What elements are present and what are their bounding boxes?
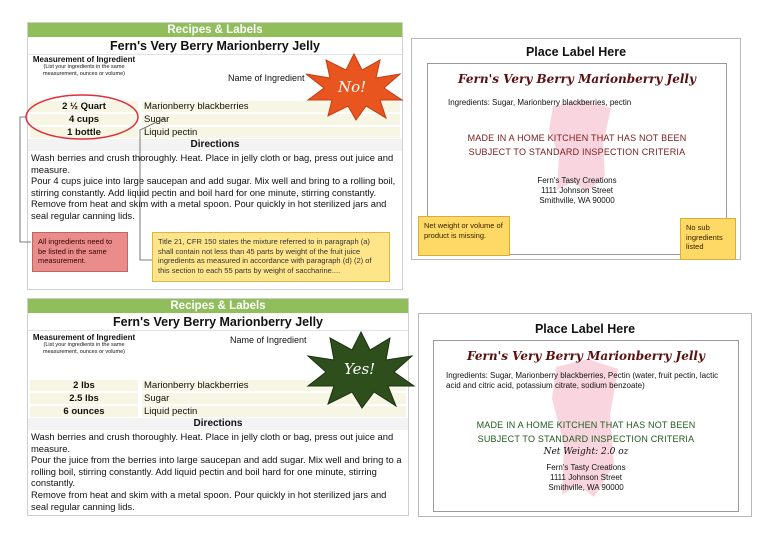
direction-step: Remove from heat and skim with a metal spoon. Pour quickly in hot sterilized jars and seal regular canning lids.	[31, 488, 387, 512]
ingredient-quantity: 2.5 lbs	[30, 393, 138, 404]
measurement-header-note: (List your ingredients in the same measurement, ounces or volume)	[43, 64, 125, 77]
recipe-banner: Recipes & Labels	[28, 23, 402, 37]
recipe-title: Fern's Very Berry Marionberry Jelly	[28, 38, 402, 55]
label-statement-line2: SUBJECT TO STANDARD INSPECTION CRITERIA	[477, 434, 695, 444]
direction-step: Wash berries and crush thoroughly. Heat. Place in jelly cloth or bag, press out juice and measure.	[31, 152, 394, 175]
label-panel-heading: Place Label Here	[525, 45, 627, 59]
label-panel-heading: Place Label Here	[534, 322, 636, 336]
measurement-header	[30, 333, 138, 355]
ingredient-quantity: 4 cups	[30, 114, 138, 125]
label-company: Fern's Tasty Creations	[537, 176, 617, 185]
recipe-banner: Recipes & Labels	[28, 299, 408, 313]
directions-header: Directions	[28, 139, 402, 151]
ingredient-name: Sugar	[142, 393, 406, 404]
no-badge-text: No!	[338, 78, 367, 96]
ingredient-name: Liquid pectin	[142, 406, 406, 417]
label-city: Smithville, WA 90000	[548, 483, 624, 492]
ingredient-quantity: 1 bottle	[30, 127, 138, 138]
label-city: Smithville, WA 90000	[539, 196, 615, 205]
label-ingredients: Ingredients: Sugar, Marionberry blackberries, Pectin (water, fruit pectin, lactic acid and citric acid, potassium citrate, sodium benzoate)	[446, 371, 719, 390]
label-street: 1111 Johnson Street	[540, 186, 614, 195]
yes-badge-text: Yes!	[344, 360, 376, 378]
note-same-measurement: All ingredients need to be listed in the same measurement.	[32, 232, 128, 272]
directions-header: Directions	[28, 418, 408, 430]
ingredient-name-header: Name of Ingredient	[228, 73, 305, 83]
ingredient-quantity: 2 lbs	[30, 380, 138, 391]
ingredient-quantity: 6 ounces	[30, 406, 138, 417]
label-product-name: Fern's Very Berry Marionberry Jelly	[458, 72, 696, 86]
label-product-name: Fern's Very Berry Marionberry Jelly	[467, 349, 705, 363]
direction-step: Remove from heat and skim with a metal spoon. Pour quickly in hot sterilized jars and seal regular canning lids.	[31, 198, 387, 221]
ingredient-name: Marionberry blackberries	[142, 380, 406, 391]
label-statement-line1: MADE IN A HOME KITCHEN THAT HAS NOT BEEN	[476, 420, 696, 430]
measurement-header-note: (List your ingredients in the same measurement, ounces or volume)	[43, 342, 125, 355]
ingredient-name-header: Name of Ingredient	[230, 335, 307, 345]
label-ingredients: Ingredients: Sugar, Marionberry blackberries, pectin	[448, 98, 632, 107]
measurement-header-label: Measurement of Ingredient	[32, 55, 136, 64]
ingredient-quantity: 2 ½ Quart	[30, 101, 138, 112]
label-net-weight: Net Weight: 2.0 oz	[543, 447, 629, 457]
ingredient-name: Marionberry blackberries	[142, 101, 400, 112]
label-statement-line1: MADE IN A HOME KITCHEN THAT HAS NOT BEEN	[467, 133, 687, 143]
ingredient-name: Liquid pectin	[142, 127, 400, 138]
direction-step: Pour 4 cups juice into large saucepan and add sugar. Mix well and bring to a rolling boil, stirring constantly. Add liquid pectin and boil hard for one minute, stirring constantly.	[31, 175, 396, 198]
label-panel-bottom	[418, 313, 752, 517]
note-no-sub-ingredients: No sub ingredients listed	[680, 218, 736, 260]
label-statement-line2: SUBJECT TO STANDARD INSPECTION CRITERIA	[468, 147, 686, 157]
recipe-title: Fern's Very Berry Marionberry Jelly	[28, 314, 408, 331]
label-street: 1111 Johnson Street	[549, 473, 623, 482]
note-net-weight-missing: Net weight or volume of product is missing.	[418, 216, 510, 256]
label-company: Fern's Tasty Creations	[546, 463, 626, 472]
measurement-header-label: Measurement of Ingredient	[32, 333, 136, 342]
direction-step: Pour the juice from the berries into large saucepan and add sugar. Mix well and bring to a rolling boil, stirring constantly. Add liquid pectin and boil hard for one minute, stirring constantly.	[31, 454, 402, 489]
direction-step: Wash berries and crush thoroughly. Heat. Place in jelly cloth or bag, press out juice and measure.	[31, 431, 394, 454]
directions-text	[31, 431, 404, 512]
note-cfr-regulation: Title 21, CFR 150 states the mixture referred to in paragraph (a) shall contain not less than 45 parts by weight of the fruit juice ingredients as measured in accordance with paragraph (d) (2) of this section to each 55 parts by weight of saccharine....	[152, 232, 390, 282]
label-area	[433, 340, 739, 512]
ingredient-name: Sugar	[142, 114, 400, 125]
